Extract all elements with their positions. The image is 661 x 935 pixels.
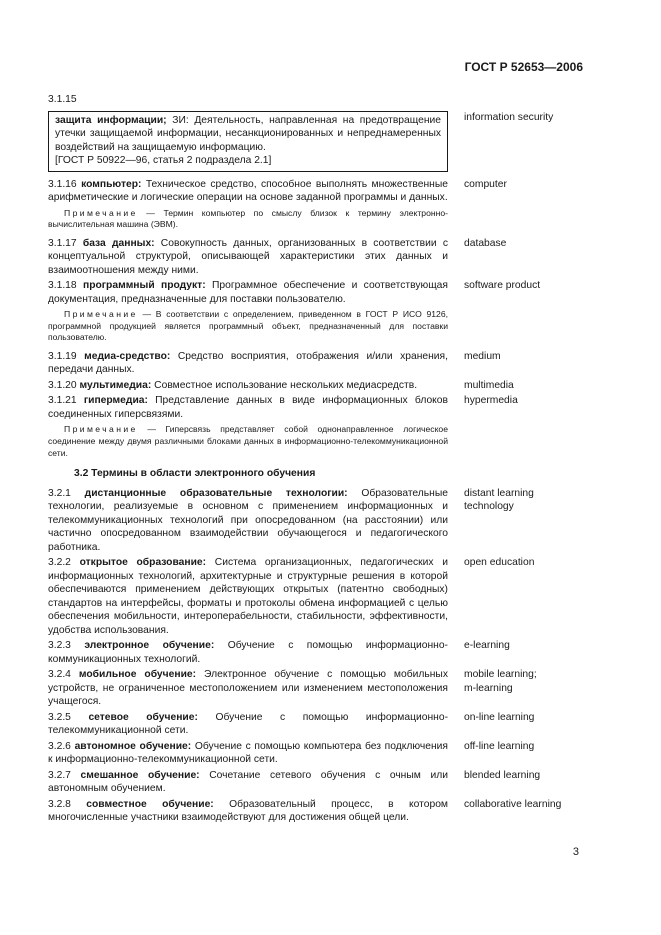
note-label: Примечание	[64, 424, 138, 435]
note-text: — Гиперсвязь представляет собой однонаправленное логическое соединение между двумя различными блоками данных в информационно-телекоммуникационной сети.	[48, 424, 448, 458]
term-number: 3.2.2	[48, 557, 71, 569]
term-definition: ЗИ: Деятельность, направленная на предотвращение утечки защищаемой информации, несанкционированных и непреднамеренных воздействий на защищаемую информацию.	[55, 114, 441, 153]
term-name: медиа-средство:	[84, 350, 171, 362]
term-3-2-5	[48, 711, 564, 738]
term-3-2-7	[48, 769, 564, 796]
term-3-1-21	[48, 394, 564, 421]
term-name: мультимедиа:	[79, 379, 152, 391]
term-3-2-8	[48, 798, 564, 825]
term-number: 3.1.15	[48, 94, 77, 105]
term-3-2-6	[48, 740, 564, 767]
term-name: база данных:	[82, 237, 155, 249]
term-number: 3.2.7	[48, 769, 71, 781]
term-number: 3.1.17	[48, 237, 77, 249]
term-name: смешанное обучение:	[80, 769, 200, 781]
term-3-1-20	[48, 379, 564, 393]
term-number: 3.2.8	[48, 798, 71, 810]
term-english: blended learning	[464, 769, 541, 781]
term-definition: Средство восприятия, отображения и/или хранения, передачи данных.	[48, 350, 448, 376]
document-header: ГОСТ Р 52653—2006	[464, 60, 583, 74]
term-reference: [ГОСТ Р 50922—96, статья 2 подраздела 2.1]	[55, 155, 272, 166]
term-3-1-16	[48, 178, 564, 205]
term-english: on-line learning	[464, 711, 535, 723]
term-note	[48, 208, 448, 231]
term-number: 3.2.6	[48, 740, 71, 752]
term-name: открытое образование:	[79, 557, 207, 569]
term-note	[48, 424, 448, 459]
term-number: 3.1.19	[48, 350, 77, 362]
term-name: дистанционные образовательные технологии:	[84, 487, 348, 499]
term-definition: Совокупность данных, организованных в соответствии с концептуальной структурой, описывающей характеристики этих данных и взаимоотношения между ними.	[48, 237, 448, 276]
term-english: medium	[464, 350, 501, 362]
term-number: 3.1.21	[48, 395, 77, 407]
term-english: database	[464, 237, 507, 249]
term-definition: Обучение с помощью информационно-телекоммуникационной сети.	[48, 711, 448, 737]
term-english: e-learning	[464, 640, 510, 652]
term-english: open education	[464, 557, 535, 569]
term-english	[464, 668, 564, 695]
term-definition: Образовательные технологии, реализуемые в основном с применением информационных и телекоммуникационных технологий при опосредованном (на расстоянии) или частично опосредованном взаимодействии обучающегося и педагогического работника.	[48, 487, 448, 553]
term-name: сетевое обучение:	[88, 711, 198, 723]
note-label: Примечание	[64, 207, 138, 218]
term-definition: Система организационных, педагогических и информационных технологий, архитектурные и структурные решения в которой обеспечиваются применением действующих открытых (патентно свободных) стандартов на интерфейсы, форматы и протоколы обмена информацией с целью обеспечения мобильности, интероперабельности, стабильности, эффективности, удобства использования.	[48, 557, 448, 636]
term-definition: Программное обеспечение и соответствующая документация, предназначенные для поставки пользователю.	[48, 280, 448, 305]
term-english: computer	[464, 178, 507, 190]
term-name: защита информации;	[55, 114, 167, 126]
term-english: information security	[464, 111, 554, 123]
document-body	[48, 93, 564, 825]
term-definition: Совместное использование нескольких медиасредств.	[151, 379, 418, 391]
term-3-1-18	[48, 279, 564, 306]
term-english: off-line learning	[464, 740, 535, 752]
term-definition: Образовательный процесс, в котором многочисленные участники взаимодействуют для достижения общей цели.	[48, 798, 448, 824]
term-number: 3.2.4	[48, 669, 71, 681]
term-note	[48, 309, 448, 344]
term-number: 3.2.1	[48, 487, 71, 499]
term-english: collaborative learning	[464, 798, 562, 810]
term-box	[48, 111, 448, 172]
term-3-2-2	[48, 556, 564, 637]
term-definition: Представление данных в виде информационных блоков соединенных гиперсвязями.	[48, 395, 448, 420]
term-english: hypermedia	[464, 395, 518, 407]
section-heading: 3.2 Термины в области электронного обучения	[74, 468, 316, 480]
term-definition: Обучение с помощью информационно-коммуникационных технологий.	[48, 640, 448, 665]
term-number: 3.2.5	[48, 711, 71, 723]
note-label: Примечание	[64, 309, 138, 320]
term-number: 3.1.16	[48, 178, 77, 190]
term-number: 3.2.3	[48, 640, 71, 652]
term-number: 3.1.20	[48, 379, 77, 391]
term-name: компьютер:	[81, 178, 142, 190]
term-name: совместное обучение:	[86, 798, 214, 810]
term-name: электронное обучение:	[84, 640, 215, 652]
term-english: multimedia	[464, 379, 514, 391]
term-english: software product	[464, 280, 541, 292]
page-number: 3	[572, 846, 579, 858]
term-definition: Обучение с помощью компьютера без подключения к информационно-телекоммуникационной сети.	[48, 740, 448, 766]
term-english: distant learning technology	[464, 487, 534, 513]
term-name: программный продукт:	[82, 280, 206, 292]
note-text: — Термин компьютер по смыслу близок к термину электронно-вычислительная машина (ЭВМ).	[48, 207, 448, 230]
term-name: автономное обучение:	[74, 740, 192, 752]
term-english-alt: m-learning	[464, 682, 513, 694]
term-3-2-4	[48, 668, 564, 709]
term-name: мобильное обучение:	[78, 669, 197, 681]
note-text: — В соответствии с определением, приведенном в ГОСТ Р ИСО 9126, программной продукцией является программный объект, предназначенный для поставки пользователю.	[48, 309, 448, 343]
term-definition: Электронное обучение с помощью мобильных устройств, не ограниченное местоположением или изменением местоположения учащегося.	[48, 669, 448, 708]
term-number: 3.1.18	[48, 280, 77, 292]
term-definition: Сочетание сетевого обучения с очным или автономным обучением.	[48, 769, 448, 795]
term-definition: Техническое средство, способное выполнять множественные арифметические и логические операции на основе заданной программы и данных.	[48, 178, 448, 203]
term-name: гипермедиа:	[83, 395, 148, 407]
term-english-primary: mobile learning;	[464, 669, 537, 681]
term-3-1-15	[48, 111, 564, 172]
term-3-2-1	[48, 487, 564, 555]
term-3-2-3	[48, 639, 564, 666]
term-3-1-19	[48, 350, 564, 377]
term-3-1-17	[48, 237, 564, 278]
